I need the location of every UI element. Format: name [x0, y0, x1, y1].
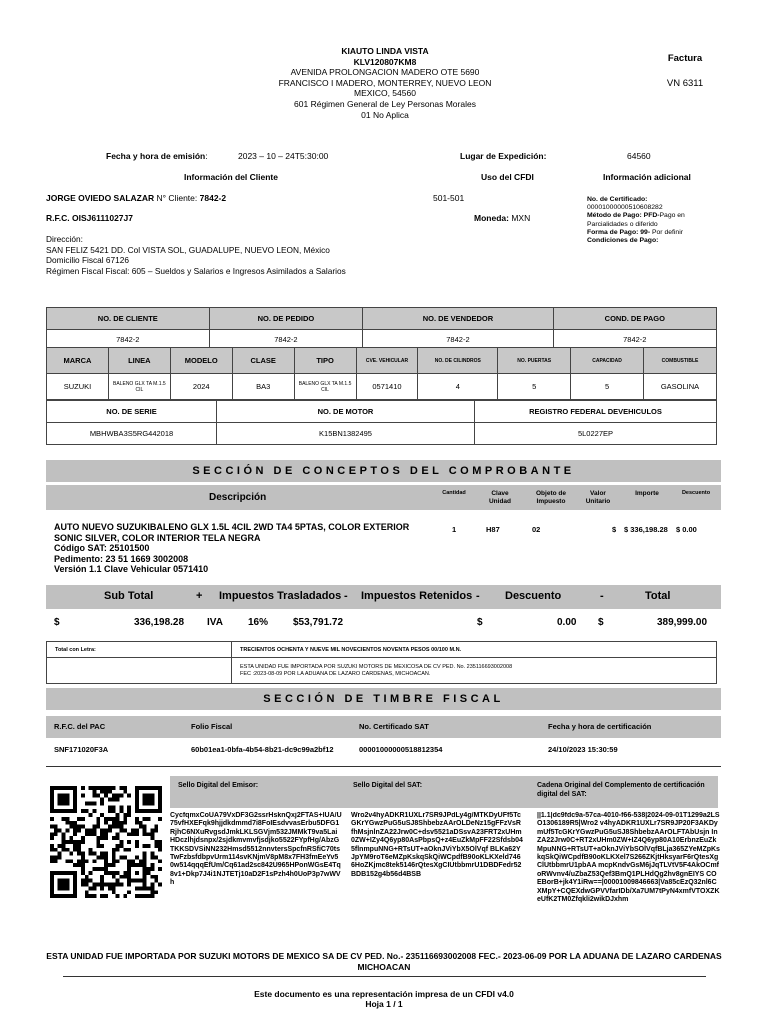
issuer-seal-text: CycfqmxCoUA79VxDF3G2ssrHsknQxj2FTAS+lUA/U75vfHXEFqk9hjjdkdmmd7i8FoIEsdvvasErbu5DFG1RjhC6NXuRvgsdJmkLKLSGVjm532JMMkT9va5LaiHDczlhjdsnpx/2sjdkmvmvfjsdjko5522FYpfHg/AbzGTKKSDVSiNN232Hmsd5512nnvtersSpcfnRSfiC70tsTwFzbsfdbpvUrm114svKNjmV8pM8x7FH3fmEeYv50w514qqqEfUm/Cq61ad2sc842U965HPonWGsE4Tq8v1+Dkp7J4i1NJTETj10aD2F1sPzh4h0UoP3p7wWVh: [170, 812, 342, 887]
additional-info-heading: Información adicional: [603, 172, 691, 182]
currency-line: [474, 213, 530, 223]
currency-label: Moneda:: [474, 213, 509, 223]
concepts-header-discount: Descuento: [681, 490, 711, 496]
import-note-1: ESTA UNIDAD FUE IMPORTADA POR SUZUKI MOTORS DE MEXICOSA DE CV PED. No. 235116693002008: [240, 663, 513, 670]
footer-page: Hoja 1 / 1: [365, 999, 403, 1009]
vehicle-header-code: CVE. VEHICULAR: [356, 348, 418, 374]
vehicle-value-type: BALENO GLX TA M.1.5 CIL: [294, 374, 356, 400]
vehicle-header-brand: MARCA: [47, 348, 109, 374]
concepts-header-unit-value: Valor Unitario: [585, 490, 611, 505]
totals-tax-rate: 16%: [248, 617, 269, 628]
totals-currency-1: $: [54, 617, 60, 628]
serial-header-engine: NO. DE MOTOR: [217, 401, 475, 423]
vehicle-header-line: LINEA: [108, 348, 170, 374]
concept-currency-symbol: $: [612, 525, 617, 534]
concepts-header-quantity: Cantidad: [442, 490, 466, 496]
issuer-name: KIAUTO LINDA VISTA: [341, 46, 429, 56]
vehicle-value-model: 2024: [170, 374, 232, 400]
concept-description: AUTO NUEVO SUZUKIBALENO GLX 1.5L 4CIL 2WD TA4 5PTAS, COLOR EXTERIOR SONIC SILVER, COLOR INTERIOR TELA NEGRA: [54, 522, 410, 543]
stamp-header-date: Fecha y hora de certificación: [548, 722, 652, 731]
client-no: 7842-2: [199, 193, 227, 203]
client-fiscal-domicile: Domicilio Fiscal 67126: [46, 255, 130, 265]
vehicle-header-type: TIPO: [294, 348, 356, 374]
concept-item: [54, 522, 436, 575]
concept-version: Versión 1.1 Clave Vehicular 0571410: [54, 564, 209, 575]
client-name: JORGE OVIEDO SALAZAR: [46, 193, 155, 203]
vehicle-value-brand: SUZUKI: [47, 374, 109, 400]
totals-header-total: Total: [645, 590, 671, 602]
serial-value-serial: MBHWBA3S5RG442018: [47, 423, 217, 445]
payment-method-label: Método de Pago:: [587, 212, 642, 220]
stamp-header-bar: [46, 716, 721, 738]
currency-value: MXN: [511, 213, 531, 223]
totals-total: 389,999.00: [657, 617, 708, 628]
chain-label: Cadena Original del Complemento de certificación digital del SAT:: [537, 782, 705, 798]
chain-text: ||1.1|dc9fdc9a-57ca-4010-f66-538|2024-09-01T1299a2LSO1306189R5|Wro2 v4hyADKR1UXLr7SR9JP20F3AKDymUf5TcGKrYGwzPuG5uSJ8ShbebzAArOLFTAbUsjn InZA22Jrw0C+RT2xUHm0ZW+IZ4Q6yp80A10ErbnzEuZkMpuNNG+RTsUT+aOknJViYbSOlVqfBLja365ZYeMZpKskqSkQiWCpdfB90oKLKXel7S266ZKjtHksyarF6rQtesXgClUtbbmrU1pbAA mcpKndvGsM6jJqTLVtV5F4AkOCmfoRWvnv4/uZbaZ53Qef3BmQ1PLHdQg2hv8gnEIYS COEBorB+jk4Y1iRw==|00001009846663|Va85cEzQ32nl6CXMpY+CQEXdwGPVVfarIDb/Xa7UM7tPyN4xmfVTOXZKeUfK2TM0Zfqkli2wikDJxhm: [537, 812, 720, 904]
payment-method-value: PFD-: [643, 212, 660, 220]
stamp-value-pac: SNF171020F3A: [54, 745, 109, 754]
serial-table: [46, 400, 717, 445]
vehicle-value-doors: 5: [498, 374, 571, 400]
serial-header-registry: REGISTRO FEDERAL DEVEHICULOS: [475, 401, 717, 423]
concepts-header-tax-object: Objeto de Impuesto: [536, 490, 566, 505]
totals-header-minus-2: -: [476, 590, 480, 602]
totals-header-plus: +: [196, 590, 203, 602]
totals-header-transferred: Impuestos Trasladados: [219, 590, 342, 602]
order-header-payment: COND. DE PAGO: [553, 308, 716, 330]
totals-header-discount: Descuento: [505, 590, 562, 602]
issuer-regime: 601 Régimen General de Ley Personas Morales: [294, 98, 476, 109]
footer-import-note: ESTA UNIDAD FUE IMPORTADA POR SUZUKI MOTORS DE MEXICO SA DE CV PED. No.- 235116693002008 FEC.- 2023-06-09 POR LA ADUANA DE LAZARO CARDENAS MICHOACAN: [46, 951, 722, 972]
order-header-client: NO. DE CLIENTE: [47, 308, 210, 330]
cert-label: No. de Certificado:: [587, 196, 648, 203]
seals-header-bar: [170, 776, 718, 808]
stamp-header-cert: No. Certificado SAT: [359, 722, 429, 731]
vehicle-header-model: MODELO: [170, 348, 232, 374]
payment-form-desc: Por definir: [651, 228, 683, 236]
vehicle-value-code: 0571410: [356, 374, 418, 400]
issuer-block: [230, 46, 540, 120]
issuer-address-1: AVENIDA PROLONGACION MADERO OTE 5690: [290, 67, 480, 78]
sat-seal-text: Wro2v4hyADKR1UXLr7SR9JPdLy4g/MTKDyUFf5TcGKrYGwzPuG5uSJ8ShbebzAArOLDeNz15gFFzVsRfhMsjnlnZA22Jrw0C+dsv5521aDSsvA23FRT2xUHm0ZW+IZy4Q6yp80AsPbpsQ+z4EuZkMpFF22Sfdsb045flnmpuNNG+RTsUT+aOknJViYbX5OlVqf BLKa62YJpYM9roT6eMZpKskqSkQiWCpdfB90oKLKXeld7466HoZKjmc8tek5146rQtesXgCIUtbbmrU1DBDFedr52BDB152g4b56d4BSB: [351, 812, 523, 878]
serial-value-engine: K15BN1382495: [217, 423, 475, 445]
totals-currency-3: $: [598, 617, 604, 628]
emission-date-colon: :: [205, 151, 208, 161]
order-value-payment: 7842-2: [553, 330, 716, 350]
qr-code: [50, 786, 162, 898]
letter-total-empty-cell: [47, 658, 232, 684]
place-label: Lugar de Expedición:: [460, 151, 547, 161]
concept-tax-object: 02: [532, 525, 541, 534]
stamp-divider: [46, 766, 721, 767]
conditions-label: Condiciones de Pago:: [587, 237, 659, 245]
totals-tax-amount: $53,791.72: [293, 617, 344, 628]
client-rfc: OISJ6111027J7: [72, 213, 133, 223]
concepts-header-amount: Importe: [635, 490, 659, 497]
concepts-header-unit: Clave Unidad: [488, 490, 512, 505]
payment-method-desc: Pago en Parcialidades o diferido: [587, 212, 685, 228]
issuer-address-2: FRANCISCO I MADERO, MONTERREY, NUEVO LEON: [278, 77, 492, 88]
emission-date: [106, 151, 208, 161]
concept-pedimento: Pedimento: 23 51 1669 3002008: [54, 553, 189, 564]
emission-date-value: 2023 – 10 – 24T5:30:00: [238, 151, 329, 161]
issuer-no-aplica: 01 No Aplica: [361, 109, 409, 120]
stamp-value-date: 24/10/2023 15:30:59: [548, 745, 618, 754]
vehicle-header-class: CLASE: [232, 348, 294, 374]
cert-value: 00001000000510608282: [587, 204, 663, 212]
order-header-seller: NO. DE VENDEDOR: [363, 308, 553, 330]
vehicle-header-doors: NO. PUERTAS: [498, 348, 571, 374]
concepts-header-bar: [46, 485, 721, 510]
sat-seal-label: Sello Digital del SAT:: [353, 782, 423, 789]
stamp-header-pac: R.F.C. del PAC: [54, 722, 106, 731]
concept-sat-code: Código SAT: 25101500: [54, 543, 150, 554]
stamp-values-row: [46, 743, 721, 757]
vehicle-value-cylinders: 4: [418, 374, 498, 400]
cfdi-use-value: 501-501: [433, 193, 465, 203]
footer-representation: Este documento es una representación impresa de un CFDI v4.0: [254, 989, 514, 999]
concept-amount: $ 0.00: [676, 525, 697, 534]
document-type: Factura: [667, 53, 703, 64]
stamp-section-title: SECCIÓN DE TIMBRE FISCAL: [46, 688, 721, 710]
client-address-block: [46, 234, 346, 276]
issuer-address-3: MEXICO, 54560: [354, 88, 416, 99]
order-table: [46, 307, 717, 350]
letter-total-table: [46, 641, 717, 684]
letter-total-value: TRECIENTOS OCHENTA Y NUEVE MIL NOVECIENTOS NOVENTA PESOS 00/100 M.N.: [232, 642, 717, 658]
client-fiscal-regime: Régimen Fiscal Fiscal: 605 – Sueldos y Salarios e Ingresos Asimilados a Salarios: [46, 265, 346, 276]
concept-quantity: 1: [452, 525, 457, 534]
issuer-rfc: KLV120807KM8: [353, 56, 417, 67]
client-info-heading: Información del Cliente: [184, 172, 278, 182]
totals-header-withheld: Impuestos Retenidos: [361, 590, 473, 602]
totals-subtotal: 336,198.28: [134, 617, 185, 628]
totals-header-subtotal: Sub Total: [104, 590, 154, 602]
emission-date-label: Fecha y hora de emisión: [106, 151, 206, 161]
vehicle-value-fuel: GASOLINA: [644, 374, 717, 400]
document-number: VN 6311: [666, 78, 704, 89]
payment-form-value: 99-: [640, 228, 651, 236]
vehicle-header-capacity: CAPACIDAD: [571, 348, 644, 374]
stamp-header-folio: Folio Fiscal: [191, 722, 233, 731]
issuer-seal-label: Sello Digital del Emisor:: [178, 782, 259, 789]
document-type-box: [640, 53, 730, 90]
vehicle-table: [46, 347, 717, 400]
stamp-value-cert: 00001000000518812354: [359, 745, 443, 754]
serial-header-serial: NO. DE SERIE: [47, 401, 217, 423]
client-address: SAN FELIZ 5421 DD. Col VISTA SOL, GUADALUPE, NUEVO LEON, México: [46, 244, 330, 255]
vehicle-value-line: BALENO GLX TA M.1.5 CIL: [108, 374, 170, 400]
totals-values-row: [46, 612, 721, 634]
concepts-section-title: SECCIÓN DE CONCEPTOS DEL COMPROBANTE: [46, 460, 721, 482]
client-rfc-line: [46, 213, 133, 223]
stamp-value-folio: 60b01ea1-0bfa-4b54-8b21-dc9c99a2bf12: [191, 745, 334, 754]
concept-unit: H87: [486, 525, 500, 534]
footer-divider: [63, 976, 706, 977]
totals-header-minus-1: -: [344, 590, 348, 602]
client-rfc-label: R.F.C.: [46, 213, 70, 223]
serial-value-registry: 5L0227EP: [475, 423, 717, 445]
client-name-line: [46, 193, 226, 203]
order-header-order: NO. DE PEDIDO: [209, 308, 363, 330]
concept-unit-value: $ 336,198.28: [624, 525, 668, 534]
address-label: Dirección:: [46, 234, 83, 244]
vehicle-header-cylinders: NO. DE CILINDROS: [418, 348, 498, 374]
concepts-header-description: Descripción: [209, 492, 267, 503]
cfdi-use-heading: Uso del CFDI: [481, 172, 534, 182]
letter-total-notes: [232, 658, 717, 684]
vehicle-header-fuel: COMBUSTIBLE: [644, 348, 717, 374]
totals-header-minus-3: -: [600, 590, 604, 602]
totals-currency-2: $: [477, 617, 483, 628]
client-no-label: N° Cliente:: [156, 193, 198, 203]
order-value-client: 7842-2: [47, 330, 210, 350]
additional-info-block: [587, 196, 727, 245]
vehicle-value-class: BA3: [232, 374, 294, 400]
totals-header-bar: [46, 585, 721, 609]
order-value-seller: 7842-2: [363, 330, 553, 350]
payment-form-label: Forma de Pago:: [587, 228, 639, 236]
vehicle-value-capacity: 5: [571, 374, 644, 400]
letter-total-label: Total con Letra:: [47, 642, 232, 658]
place-value: 64560: [627, 151, 651, 161]
import-note-2: FEC :2023-08-09 POR LA ADUANA DE LAZARO CARDENAS, MICHOACAN.: [240, 670, 431, 677]
order-value-order: 7842-2: [209, 330, 363, 350]
totals-tax-name: IVA: [207, 617, 223, 628]
totals-discount: 0.00: [557, 617, 577, 628]
